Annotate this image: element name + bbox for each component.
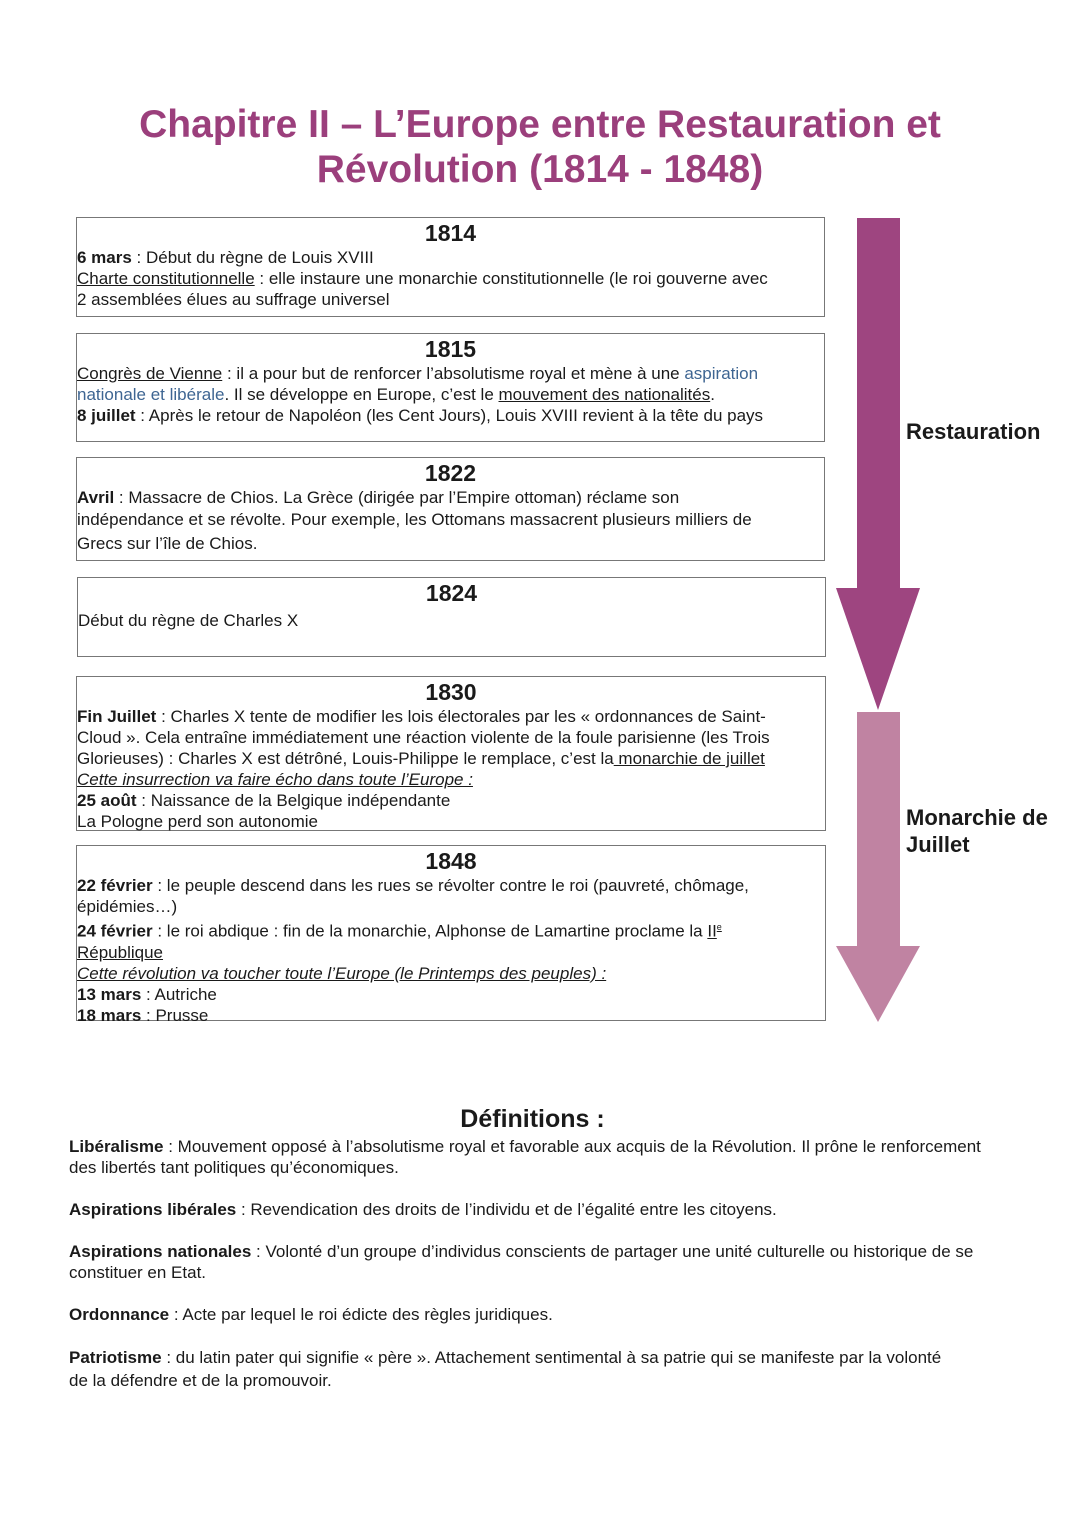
year-heading: 1824 [425, 580, 478, 606]
event-line: nationale et libérale. Il se développe en Europe, c’est le mouvement des nationalités. [77, 385, 715, 404]
event-line: 8 juillet : Après le retour de Napoléon (les Cent Jours), Louis XVIII revient à la tête du pays [77, 406, 764, 425]
event-line: Cette révolution va toucher toute l’Europe (le Printemps des peuples) : [77, 963, 607, 983]
phase-label-monarchie: Monarchie de Juillet [906, 805, 1048, 857]
event-line: Cette insurrection va faire écho dans toute l’Europe : [77, 770, 473, 789]
event-line: La Pologne perd son autonomie [77, 812, 319, 831]
timeline-box-1830 [76, 676, 826, 831]
event-line: 2 assemblées élues au suffrage universel [77, 290, 390, 309]
year-heading: 1848 [425, 848, 477, 874]
phase-label-restauration: Restauration [906, 419, 1041, 444]
event-line: Début du règne de Charles X [78, 611, 299, 630]
title-line-2: Révolution (1814 - 1848) [316, 148, 764, 191]
phase-arrows [830, 210, 930, 1030]
definitions-heading: Définitions : [460, 1105, 605, 1133]
year-heading: 1815 [424, 336, 477, 362]
timeline-box-1814 [76, 217, 825, 317]
event-line: 18 mars : Prusse [77, 1005, 209, 1025]
definition-item: Aspirations libérales : Revendication des droits de l’individu et de l’égalité entre les citoyens. [69, 1200, 777, 1219]
monarchie-arrow [836, 712, 920, 1022]
page-title [0, 102, 1080, 192]
event-line: épidémies…) [77, 897, 178, 916]
timeline-box-1815 [76, 333, 825, 442]
event-line: indépendance et se révolte. Pour exemple, les Ottomans massacrent plusieurs milliers de [77, 510, 752, 529]
timeline-box-1824 [77, 577, 826, 657]
event-line: 13 mars : Autriche [77, 984, 217, 1004]
event-line: Avril : Massacre de Chios. La Grèce (dirigée par l’Empire ottoman) réclame son [77, 488, 680, 507]
event-line: Grecs sur l’île de Chios. [77, 534, 258, 553]
definition-item: Patriotisme : du latin pater qui signifie « père ». Attachement sentimental à sa patrie qui se manifeste par la volonté de la défendre et de la promouvoir. [69, 1348, 942, 1390]
timeline-box-1848 [76, 845, 826, 1025]
definition-item: Ordonnance : Acte par lequel le roi édicte des règles juridiques. [69, 1305, 553, 1324]
event-line: République [77, 942, 164, 962]
definitions-list [69, 1136, 1009, 1413]
year-heading: 1830 [425, 679, 477, 705]
event-line: 22 février : le peuple descend dans les rues se révolter contre le roi (pauvreté, chômage, [77, 876, 749, 895]
definition-item: Libéralisme : Mouvement opposé à l’absolutisme royal et favorable aux acquis de la Révolution. Il prône le renforcement des libertés tant politiques qu’économiques. [69, 1137, 981, 1177]
event-line: Cloud ». Cela entraîne immédiatement une réaction violente de la foule parisienne (les Trois [77, 728, 770, 747]
event-line: Fin Juillet : Charles X tente de modifier les lois électorales par les « ordonnances de Saint- [77, 707, 766, 726]
restauration-arrow [836, 218, 920, 710]
title-line-1: Chapitre II – L’Europe entre Restauration et [139, 103, 941, 146]
event-line: Glorieuses) : Charles X est détrôné, Louis-Philippe le remplace, c’est la monarchie de juillet [77, 749, 765, 768]
year-heading: 1814 [424, 220, 477, 246]
timeline-box-1822 [76, 457, 825, 561]
event-line: Congrès de Vienne : il a pour but de renforcer l’absolutisme royal et mène à une aspiration [77, 364, 759, 383]
event-line: 24 février : le roi abdique : fin de la monarchie, Alphonse de Lamartine proclame la IIe [77, 921, 722, 941]
event-line: 6 mars : Début du règne de Louis XVIII [77, 248, 374, 267]
definition-item: Aspirations nationales : Volonté d’un groupe d’individus conscients de partager une unité culturelle ou historique de se constituer en Etat. [69, 1242, 974, 1282]
year-heading: 1822 [424, 460, 477, 486]
event-line: Charte constitutionnelle : elle instaure une monarchie constitutionnelle (le roi gouverne avec [77, 269, 768, 288]
event-line: 25 août : Naissance de la Belgique indépendante [77, 791, 451, 810]
